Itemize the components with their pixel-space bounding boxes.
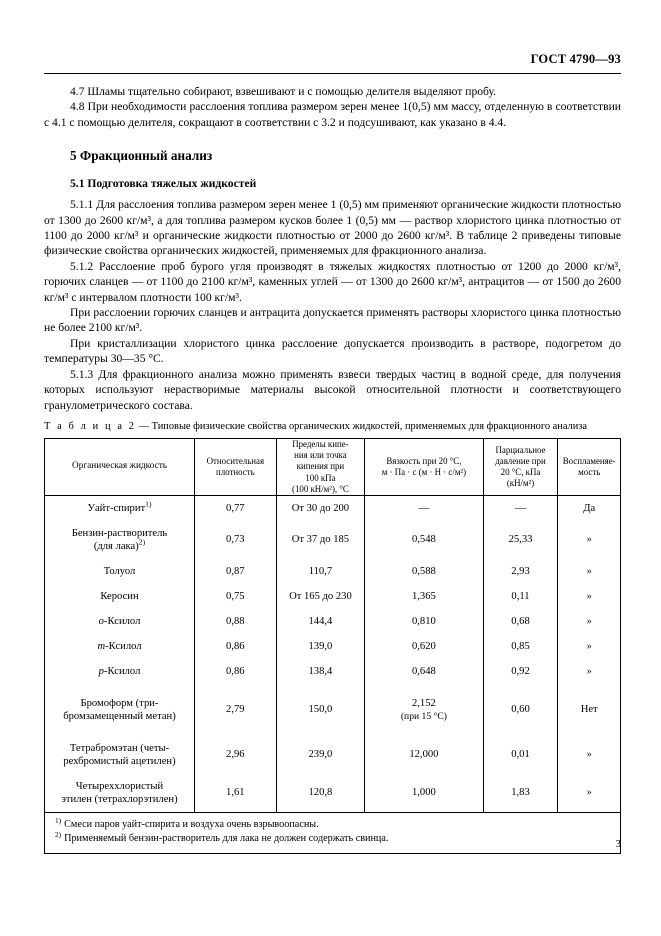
cell-relative-density [195, 774, 277, 812]
cell-partial-pressure [483, 559, 558, 584]
table-row [45, 496, 620, 522]
cell-liquid-name [45, 659, 195, 684]
cell-flammability [558, 684, 620, 736]
cell-viscosity-value: 0,588 [411, 565, 436, 577]
cell-partial-pressure [483, 684, 558, 736]
cell-flammability-value: » [586, 665, 592, 677]
cell-flammability-value: » [586, 787, 592, 799]
paragraph-5-1-1: 5.1.1 Для расслоения топлива размером зерен менее 1 (0,5) мм применяют органические жидкости плотностью от 1300 до 2600 кг/м³, а для топлива размером кусков более 1 (0,5) мм — раствор хлористого цинка плотностью от 1100 до 2000 кг/м³ и органические жидкости плотностью от 2000 до 2600 кг/м³. В таблице 2 приведены типовые физические свойства органических жидкостей, применяемых для фракционного анализа. [44, 198, 621, 258]
cell-partial-pressure [483, 496, 558, 522]
running-head-standard-number: ГОСТ 4790—93 [530, 52, 621, 66]
cell-flammability-value: Нет [580, 704, 598, 716]
paragraph-5-1-2: 5.1.2 Расслоение проб бурого угля производят в тяжелых жидкостях плотностью от 1200 до 2000 кг/м³, горючих сланцев — от 1100 до 2100 кг/м³, каменных углей — от 1300 до 2600 кг/м³, антрацитов — от 1500 до 2600 кг/м³ с интервалом плотности 100 кг/м³. [44, 259, 621, 304]
cell-viscosity [365, 521, 483, 559]
paragraph-5-1-3: 5.1.3 Для фракционного анализа можно применять взвеси твердых частиц в водной среде, для получения которых используют нерастворимые материалы высокой относительной плотности и соответствующего гранулометрического состава. [44, 367, 621, 412]
cell-boiling-range-value: 110,7 [308, 565, 333, 577]
liquid-name-line: Бромоформ (три- [80, 697, 159, 709]
cell-relative-density-value: 0,86 [226, 665, 245, 677]
column-header-relative-density: Относительная плотность [195, 439, 277, 496]
cell-viscosity-value: — [418, 501, 430, 514]
cell-viscosity-value: 0,810 [411, 615, 436, 627]
cell-viscosity-value: 1,365 [411, 590, 436, 602]
cell-flammability-value: Да [583, 502, 596, 514]
cell-boiling-range-value: От 37 до 185 [291, 534, 350, 546]
paragraph-4-8: 4.8 При необходимости расслоения топлива размером зерен менее 1(0,5) мм массу, отделенную в соответствии с 4.1 с помощью делителя, сокращают в соответствии с 3.2 и подсушивают, как указано в 4.4. [44, 100, 621, 129]
cell-flammability [558, 609, 620, 634]
liquid-name-line: Уайт-спирит$^{1)}$ [87, 499, 152, 514]
cell-flammability [558, 521, 620, 559]
cell-relative-density [195, 521, 277, 559]
liquid-name-line: Керосин [100, 590, 139, 602]
cell-relative-density-value: 0,87 [226, 565, 245, 577]
liquid-name-line: этилен (тетрахлорэтилен) [61, 794, 178, 806]
cell-partial-pressure [483, 584, 558, 609]
table-row [45, 609, 620, 634]
liquid-name-line: Тетрабромэтан (четы- [69, 742, 170, 754]
cell-relative-density [195, 736, 277, 774]
column-header-viscosity: Вязкость при 20 °С, м · Па · с (м · Н · с/м²) [365, 439, 483, 496]
cell-relative-density-value: 0,75 [226, 590, 245, 602]
table-row [45, 521, 620, 559]
cell-partial-pressure [483, 774, 558, 812]
column-header-liquid: Органическая жидкость [45, 439, 195, 496]
footnote-1-text: Смеси паров уайт-спирита и воздуха очень взрывоопасны. [64, 819, 319, 831]
table-caption-text: — Типовые физические свойства органических жидкостей, применяемых для фракционного анализа [136, 421, 587, 432]
header-rule [44, 73, 621, 74]
cell-boiling-range-value: 120,8 [308, 787, 333, 799]
table-row [45, 584, 620, 609]
cell-boiling-range-value: От 30 до 200 [291, 502, 350, 514]
liquid-name-line: рехбромистый ацетилен) [63, 756, 176, 768]
cell-relative-density [195, 659, 277, 684]
cell-viscosity [365, 609, 483, 634]
table-row [45, 559, 620, 584]
cell-boiling-range-value: 144,4 [308, 615, 333, 627]
column-header-flammability: Воспламеняе- мость [558, 439, 620, 496]
cell-flammability [558, 496, 620, 522]
cell-relative-density-value: 0,73 [226, 534, 245, 546]
cell-relative-density [195, 684, 277, 736]
table-row [45, 659, 620, 684]
table-body [45, 496, 620, 813]
cell-relative-density [195, 609, 277, 634]
cell-boiling-range-value: 239,0 [308, 749, 333, 761]
cell-relative-density-value: 0,88 [226, 615, 245, 627]
table-header-row [45, 439, 620, 496]
column-header-boiling-range: Пределы кипе- ния или точка кипения при 100 кПа (100 кН/м²), °С [276, 439, 365, 496]
liquid-name-line: Толуол [103, 565, 136, 577]
cell-viscosity [365, 584, 483, 609]
table-caption [44, 420, 621, 433]
column-header-partial-pressure: Парциальное давление при 20 °С, кПа (кН/м²) [483, 439, 558, 496]
liquid-name-line: Четыреххлористый [75, 780, 164, 792]
cell-relative-density-value: 2,96 [226, 749, 245, 761]
cell-partial-pressure-value: 0,85 [511, 640, 530, 652]
table-2 [44, 438, 621, 854]
cell-partial-pressure-value: 0,68 [511, 615, 530, 627]
table-row [45, 684, 620, 736]
cell-viscosity-value: 12,000 [409, 749, 439, 761]
table-row [45, 736, 620, 774]
body-text-block [44, 84, 621, 413]
cell-liquid-name [45, 584, 195, 609]
cell-boiling-range [276, 634, 365, 659]
cell-viscosity-value: 0,648 [411, 665, 436, 677]
cell-viscosity-value: 0,620 [411, 640, 436, 652]
cell-partial-pressure [483, 521, 558, 559]
cell-viscosity [365, 774, 483, 812]
liquid-name-line: т-Ксилол [97, 640, 142, 652]
cell-partial-pressure-value: 0,01 [511, 749, 530, 761]
table-caption-label: Т а б л и ц а 2 [44, 421, 137, 432]
cell-boiling-range [276, 774, 365, 812]
cell-flammability-value: » [586, 534, 592, 546]
page-number: 3 [615, 838, 621, 850]
cell-viscosity [365, 496, 483, 522]
footnote-reference: 1) [145, 499, 152, 509]
liquid-name-line: Бензин-растворитель [71, 527, 168, 539]
cell-boiling-range [276, 684, 365, 736]
cell-boiling-range [276, 584, 365, 609]
cell-flammability [558, 774, 620, 812]
cell-boiling-range-value: 138,4 [308, 665, 333, 677]
cell-flammability [558, 659, 620, 684]
cell-boiling-range [276, 496, 365, 522]
cell-viscosity [365, 559, 483, 584]
cell-viscosity [365, 659, 483, 684]
cell-boiling-range-value: 150,0 [308, 704, 333, 716]
cell-relative-density [195, 559, 277, 584]
page-content-area [44, 0, 621, 936]
paragraph-crystallization: При кристаллизации хлористого цинка расслоение допускается производить в растворе, подогретом до температуры 30—35 °С. [44, 336, 621, 366]
cell-liquid-name [45, 634, 195, 659]
footnote-2-text: Применяемый бензин-растворитель для лака не должен содержать свинца. [64, 833, 389, 845]
footnote-1-marker: 1) [55, 815, 62, 825]
cell-boiling-range [276, 659, 365, 684]
cell-viscosity-note: (при 15 °С) [400, 710, 447, 722]
cell-liquid-name [45, 609, 195, 634]
cell-liquid-name [45, 559, 195, 584]
cell-partial-pressure [483, 634, 558, 659]
cell-liquid-name [45, 684, 195, 736]
cell-flammability-value: » [586, 615, 592, 627]
cell-viscosity [365, 736, 483, 774]
cell-flammability [558, 634, 620, 659]
isomer-prefix: т- [97, 640, 109, 652]
cell-relative-density [195, 584, 277, 609]
liquid-name-line: бромзамещенный метан) [63, 711, 176, 723]
liquid-name-line: р-Ксилол [98, 665, 141, 677]
cell-viscosity-value: 0,548 [411, 534, 436, 546]
cell-relative-density [195, 496, 277, 522]
paragraph-shale-zinc-chloride: При расслоении горючих сланцев и антрацита допускается применять растворы хлористого цинка плотностью не более 2100 кг/м³. [44, 306, 621, 335]
cell-boiling-range [276, 736, 365, 774]
footnote-2 [55, 829, 620, 846]
spacer [44, 164, 621, 176]
cell-viscosity [365, 634, 483, 659]
cell-flammability [558, 559, 620, 584]
cell-liquid-name [45, 496, 195, 522]
cell-flammability-value: » [586, 749, 592, 761]
liquid-name-line: о-Ксилол [98, 615, 141, 627]
cell-partial-pressure-value: 0,11 [511, 590, 530, 602]
table-row [45, 774, 620, 812]
cell-partial-pressure-value: 1,83 [511, 787, 530, 799]
cell-liquid-name [45, 521, 195, 559]
cell-partial-pressure [483, 736, 558, 774]
cell-flammability-value: » [586, 590, 592, 602]
footnote-2-marker: 2) [55, 829, 62, 839]
spacer [44, 130, 621, 148]
isomer-prefix: р- [98, 665, 108, 677]
cell-flammability-value: » [586, 565, 592, 577]
properties-table [45, 439, 620, 812]
cell-partial-pressure [483, 609, 558, 634]
cell-relative-density-value: 2,79 [226, 704, 245, 716]
paragraph-4-7: 4.7 Шламы тщательно собирают, взвешивают и с помощью делителя выделяют пробу. [70, 85, 497, 98]
cell-partial-pressure-value: 0,92 [511, 665, 530, 677]
cell-partial-pressure-value: 0,60 [511, 704, 530, 716]
cell-relative-density [195, 634, 277, 659]
cell-viscosity-value: 2,152 [411, 698, 436, 710]
cell-partial-pressure-value: 25,33 [508, 534, 533, 546]
cell-flammability [558, 584, 620, 609]
table-header-row-group [45, 439, 620, 496]
cell-boiling-range [276, 559, 365, 584]
cell-partial-pressure [483, 659, 558, 684]
cell-partial-pressure-value: — [515, 501, 526, 514]
heading-subclause-5-1: 5.1 Подготовка тяжелых жидкостей [70, 177, 257, 191]
cell-partial-pressure-value: 2,93 [511, 565, 530, 577]
cell-flammability [558, 736, 620, 774]
cell-viscosity [365, 684, 483, 736]
cell-boiling-range-value: 139,0 [308, 640, 333, 652]
footnote-1 [55, 815, 620, 832]
cell-relative-density-value: 1,61 [226, 787, 245, 799]
isomer-prefix: о- [98, 615, 108, 627]
cell-relative-density-value: 0,86 [226, 640, 245, 652]
liquid-name-line: (для лака)$^{2)}$ [93, 537, 146, 553]
table-footnotes [45, 812, 620, 853]
cell-relative-density-value: 0,77 [226, 502, 245, 514]
cell-flammability-value: » [586, 640, 592, 652]
cell-boiling-range [276, 521, 365, 559]
cell-liquid-name [45, 736, 195, 774]
cell-viscosity-value: 1,000 [411, 787, 436, 799]
table-row [45, 634, 620, 659]
cell-liquid-name [45, 774, 195, 812]
heading-clause-5: 5 Фракционный анализ [70, 148, 213, 164]
cell-boiling-range-value: От 165 до 230 [289, 590, 352, 602]
footnote-reference: 2) [138, 537, 146, 547]
cell-boiling-range [276, 609, 365, 634]
